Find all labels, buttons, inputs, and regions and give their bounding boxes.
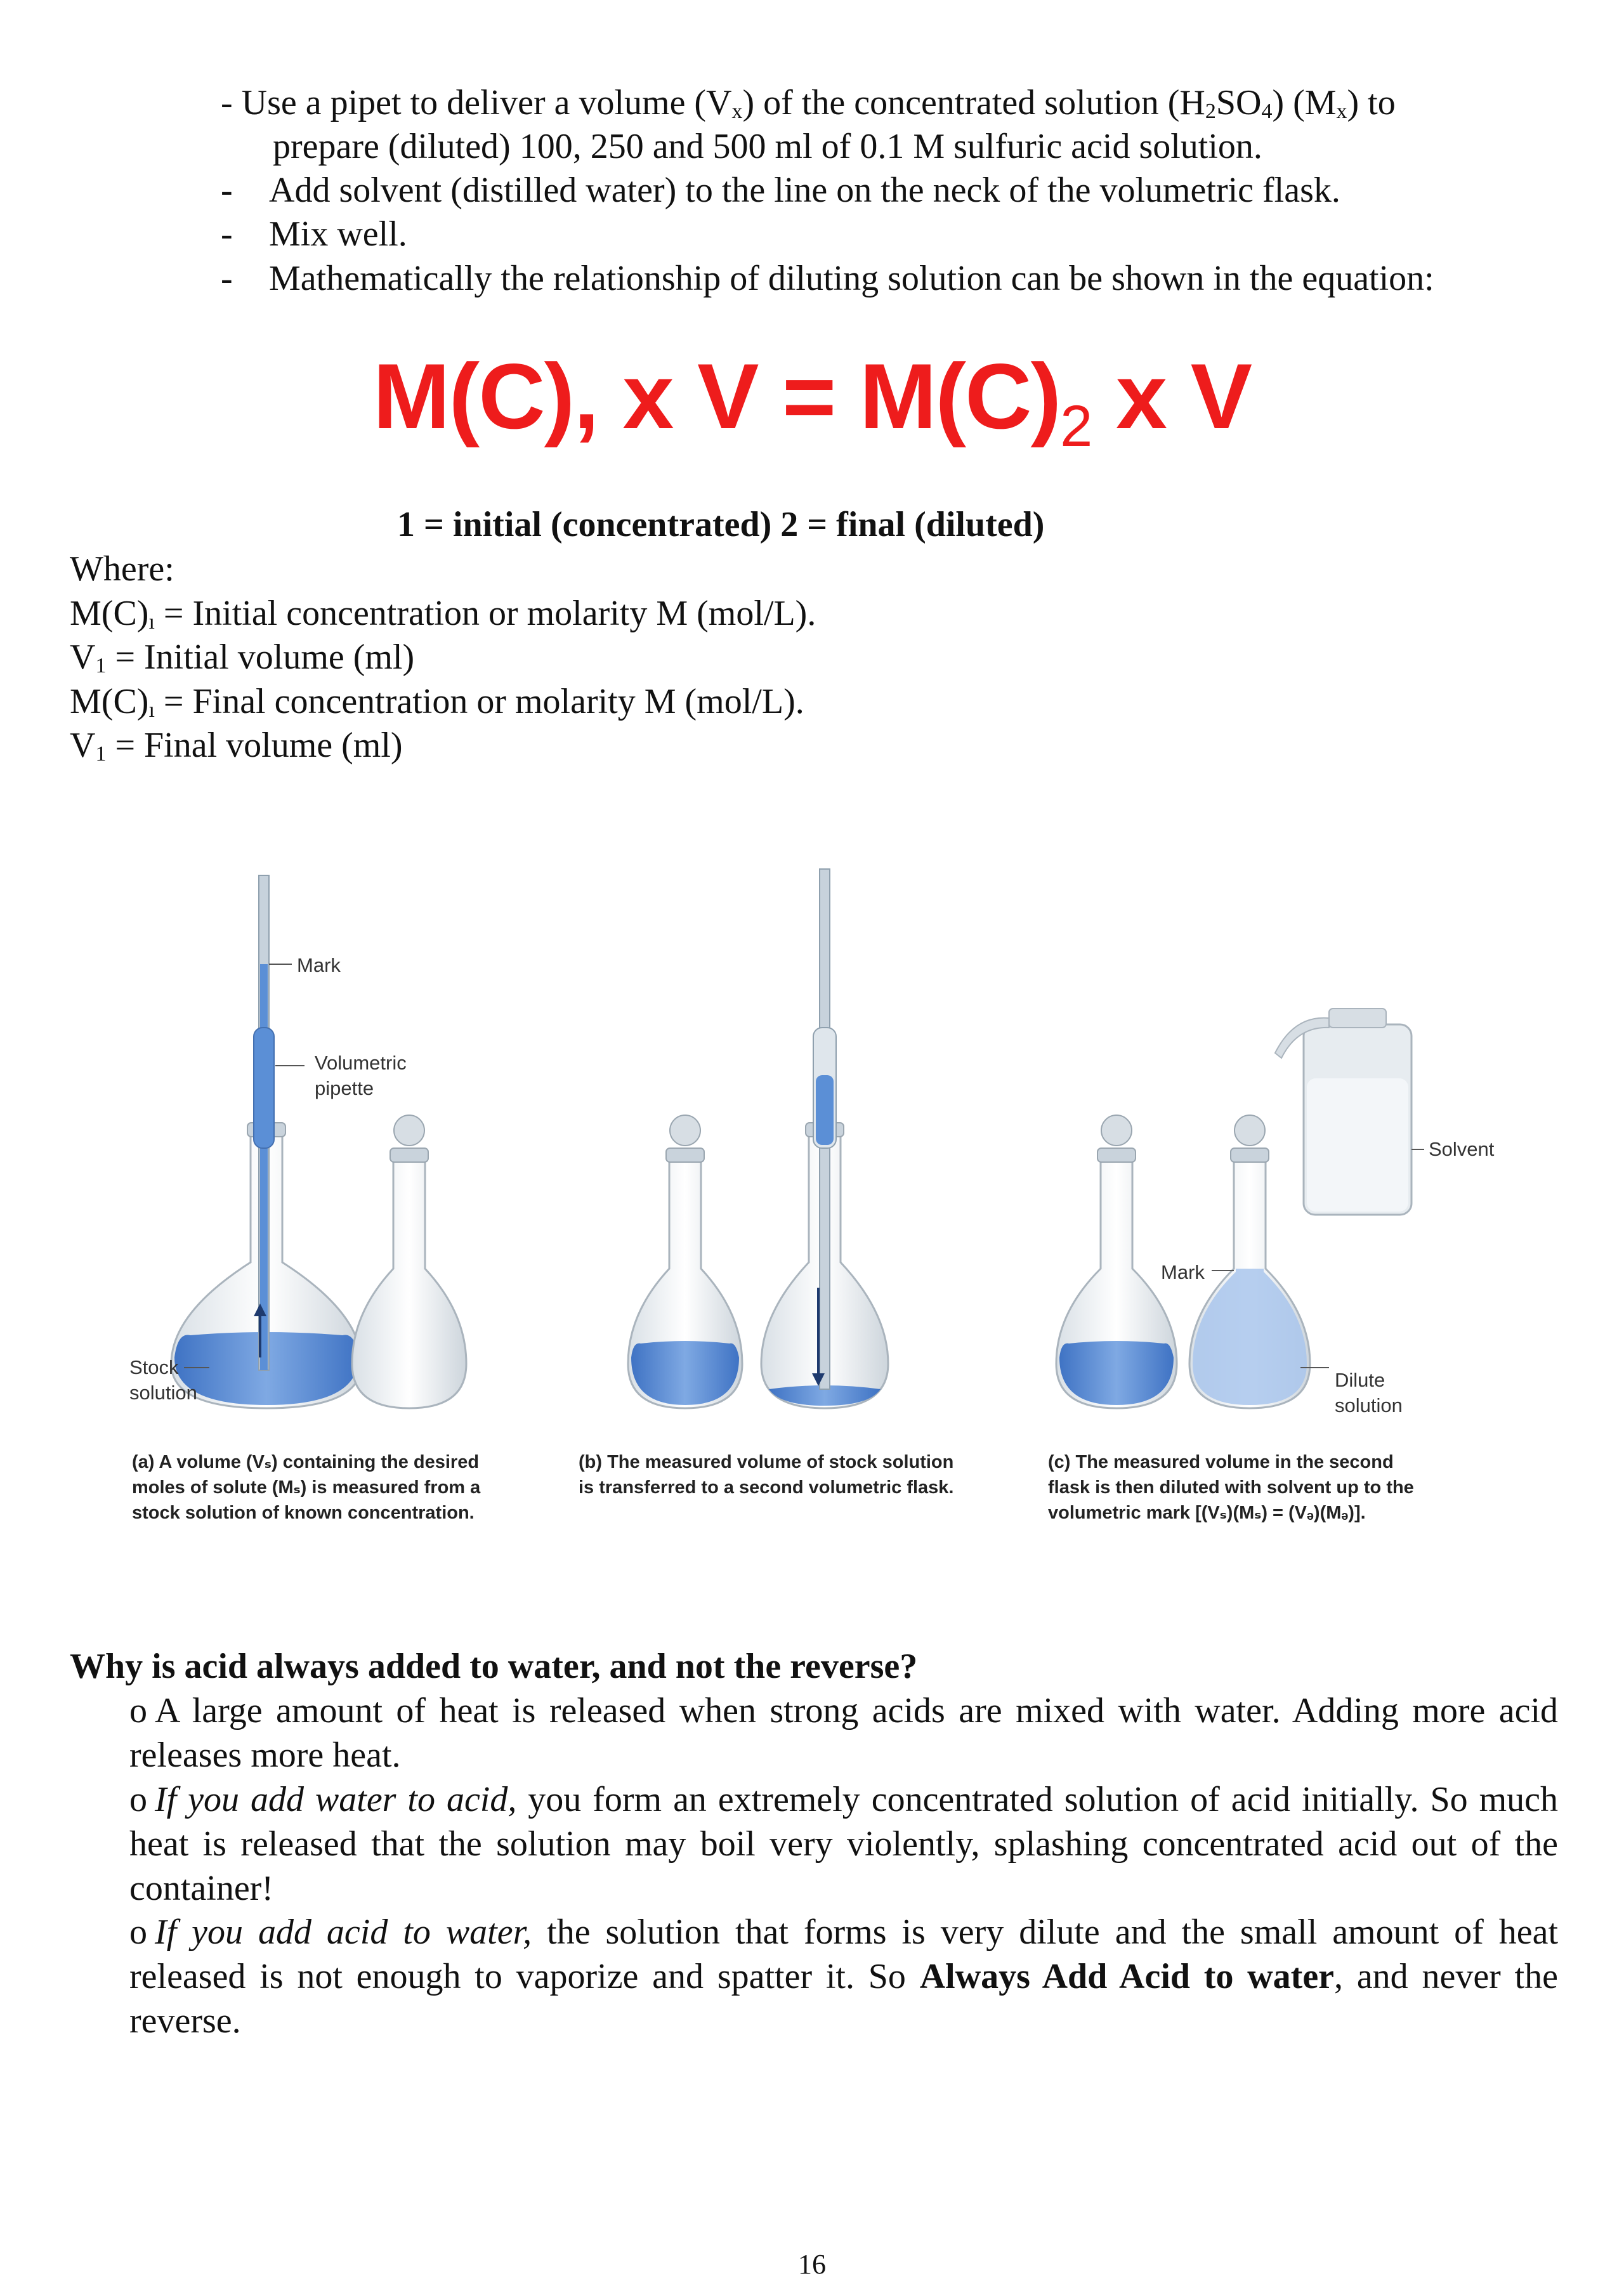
label-stock: Stock xyxy=(129,1356,179,1378)
caption-b-1: (b) The measured volume of stock solution xyxy=(579,1452,954,1472)
step-2: Add solvent (distilled water) to the line on the neck of the volumetric flask. xyxy=(269,171,1340,210)
caption-a-1: (a) A volume (Vₛ) containing the desired xyxy=(132,1452,480,1472)
where-item-2: V1 = Initial volume (ml) xyxy=(70,638,415,677)
step-2-dash: - xyxy=(221,171,233,210)
caption-a-2: moles of solute (Mₛ) is measured from a xyxy=(132,1477,481,1498)
solvent-bottle xyxy=(1275,1009,1424,1215)
equation-legend: 1 = initial (concentrated) 2 = final (diluted) xyxy=(397,505,1045,544)
dilution-equation: M(C), x $V = M(C)_2$ x V xyxy=(372,344,1252,459)
step-3-dash: - xyxy=(221,214,233,254)
where-item-4: V1 = Final volume (ml) xyxy=(70,726,403,766)
caption-c-1: (c) The measured volume in the second xyxy=(1048,1452,1394,1472)
step-4-dash: - xyxy=(221,259,233,298)
step-1: - Use a pipet to deliver a volume (Vx) of the concentrated solution (H2SO4) (Mx) to xyxy=(221,83,1396,123)
flask-a-empty xyxy=(352,1115,466,1408)
caption-c-3: volumetric mark [(Vₛ)(Mₛ) = (Vₔ)(Mₔ)]. xyxy=(1048,1503,1366,1523)
why-paragraph-1: A large amount of heat is released when strong acids are mixed with water. Adding more acid releases more heat. xyxy=(129,1691,1558,1775)
caption-b-2: is transferred to a second volumetric flask. xyxy=(579,1477,954,1498)
why-heading: Why is acid always added to water, and not the reverse? xyxy=(70,1647,918,1686)
caption-c-2: flask is then diluted with solvent up to the xyxy=(1048,1477,1414,1498)
where-title: Where: xyxy=(70,549,174,589)
where-item-1: M(C)ı = Initial concentration or molarity M (mol/L). xyxy=(70,594,816,634)
why-bullet-3: o xyxy=(129,1913,147,1952)
flask-c-stock xyxy=(1056,1115,1177,1408)
step-1-cont: prepare (diluted) 100, 250 and 500 ml of 0.1 M sulfuric acid solution. xyxy=(273,127,1262,166)
why-paragraph-2: If you add water to acid, you form an extremely concentrated solution of acid initially. So much heat is released that the solution may boil very violently, splashing concentrated acid out of the container! xyxy=(129,1780,1558,1908)
page-number: 16 xyxy=(798,2249,826,2280)
label-mark-a: Mark xyxy=(297,954,341,976)
step-4: Mathematically the relationship of diluting solution can be shown in the equation: xyxy=(269,259,1434,298)
label-dilute-solution: solution xyxy=(1335,1394,1403,1416)
label-solvent: Solvent xyxy=(1429,1138,1495,1160)
why-bullet-2: o xyxy=(129,1780,147,1819)
label-mark-c: Mark xyxy=(1161,1261,1205,1283)
flask-b-stock xyxy=(628,1115,742,1408)
step-3: Mix well. xyxy=(269,214,407,254)
caption-a-3: stock solution of known concentration. xyxy=(132,1503,475,1523)
label-pipette: pipette xyxy=(315,1077,374,1099)
why-bullet-1: o xyxy=(129,1691,147,1730)
where-item-3: M(C)ı = Final concentration or molarity M (mol/L). xyxy=(70,682,804,722)
label-volumetric: Volumetric xyxy=(315,1052,407,1074)
dilution-figure xyxy=(0,856,1624,1427)
why-paragraph-3: If you add acid to water, the solution that forms is very dilute and the small amount of heat released is not enough to vaporize and spatter it. So Always Add Acid to water, and never the reverse. xyxy=(129,1913,1559,2041)
label-dilute: Dilute xyxy=(1335,1369,1385,1391)
label-stock-solution: solution xyxy=(129,1382,197,1404)
